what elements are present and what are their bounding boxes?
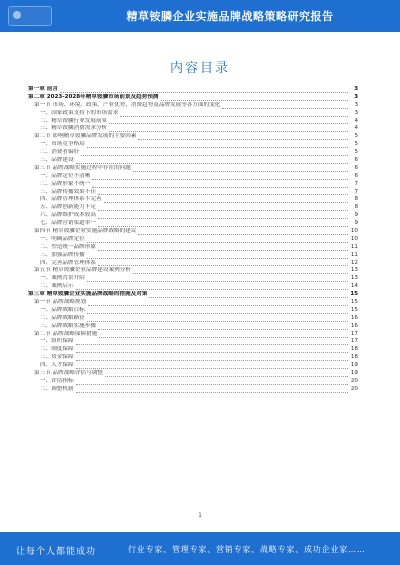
- toc-entry[interactable]: [28, 236, 358, 244]
- toc-entry-page: 8: [354, 204, 358, 211]
- toc-leader-dots: [133, 171, 348, 172]
- toc-entry[interactable]: [28, 299, 358, 307]
- toc-entry-title: 第二节 影响精草铵膦品牌发展的主要因素: [34, 133, 137, 140]
- toc-leader-dots: [138, 139, 348, 140]
- toc-entry-page: 18: [350, 346, 358, 353]
- toc-leader-dots: [104, 202, 348, 203]
- logo-mark-icon: [13, 11, 21, 19]
- toc-entry-title: 二、案例启示: [40, 283, 74, 290]
- toc-entry-title: 二、调整机制: [40, 385, 74, 392]
- toc-entry-page: 20: [350, 385, 358, 392]
- toc-entry-page: 13: [350, 275, 358, 282]
- toc-entry-page: 5: [354, 149, 358, 156]
- toc-entry[interactable]: [28, 331, 358, 339]
- toc-leader-dots: [76, 368, 348, 369]
- toc-entry-page: 4: [354, 117, 358, 124]
- toc-leader-dots: [87, 281, 348, 282]
- toc-leader-dots: [98, 329, 348, 330]
- toc-entry[interactable]: [28, 220, 358, 228]
- toc-entry[interactable]: [28, 118, 358, 126]
- toc-entry-page: 16: [350, 314, 358, 321]
- toc-entry-title: 四、品牌管理体系不完善: [40, 196, 102, 203]
- toc-entry-page: 19: [350, 362, 358, 369]
- toc-entry[interactable]: [28, 212, 358, 220]
- toc-leader-dots: [60, 92, 348, 93]
- toc-entry-page: 13: [350, 267, 358, 274]
- toc-entry[interactable]: [28, 307, 358, 315]
- toc-entry-page: 14: [350, 283, 358, 290]
- toc-entry[interactable]: [28, 189, 358, 197]
- toc-entry-page: 3: [354, 86, 358, 92]
- toc-entry-page: 9: [354, 220, 358, 227]
- document-footer-bar: [0, 532, 400, 565]
- toc-entry-title: 第二节 品牌战略保障措施: [34, 330, 98, 337]
- toc-entry-title: 第二章 2023-2028年精草铵膦市场前景及趋势预测: [28, 93, 159, 100]
- toc-leader-dots: [76, 384, 348, 385]
- toc-leader-dots: [109, 131, 348, 132]
- toc-entry-page: 7: [354, 180, 358, 187]
- toc-entry-page: 8: [354, 196, 358, 203]
- toc-entry-title: 第三章 精草铵膦企业实施品牌战略的措施及对策: [28, 291, 148, 298]
- toc-entry[interactable]: [28, 362, 358, 370]
- toc-entry-title: 二、塑造统一品牌形象: [40, 243, 96, 250]
- toc-entry-title: 二、消费者偏好: [40, 149, 80, 156]
- toc-entry-title: 一、明确品牌定位: [40, 235, 85, 242]
- toc-leader-dots: [76, 289, 348, 290]
- toc-entry-title: 二、品牌形象不统一: [40, 180, 91, 187]
- toc-entry-title: 第五节 精草铵膦企业品牌建设案例分析: [34, 267, 131, 274]
- toc-entry-page: 11: [350, 243, 358, 250]
- toc-leader-dots: [98, 265, 348, 266]
- toc-entry[interactable]: [28, 125, 358, 133]
- toc-entry-title: 一、评估指标: [40, 377, 74, 384]
- document-title: 精草铵膦企业实施品牌战略策略研究报告: [126, 10, 334, 23]
- toc-entry-title: 二、品牌战略路径: [40, 314, 85, 321]
- toc-entry-title: 一、品牌战略目标: [40, 306, 85, 313]
- toc-entry[interactable]: [28, 173, 358, 181]
- toc-entry-page: 17: [350, 338, 358, 345]
- toc-leader-dots: [99, 337, 348, 338]
- toc-entry-title: 三、品牌传播效果不佳: [40, 188, 96, 195]
- toc-entry-page: 15: [350, 299, 358, 306]
- toc-entry-title: 第一节 品牌战略规划: [34, 299, 87, 306]
- toc-leader-dots: [81, 155, 348, 156]
- toc-entry[interactable]: [28, 133, 358, 141]
- toc-leader-dots: [161, 100, 348, 101]
- toc-entry-page: 15: [350, 291, 358, 298]
- toc-leader-dots: [222, 108, 348, 109]
- toc-entry[interactable]: [28, 196, 358, 204]
- toc-entry-title: 二、精草铵膦行业发展前景: [40, 117, 108, 124]
- toc-entry[interactable]: [28, 339, 358, 347]
- toc-entry[interactable]: [28, 157, 358, 165]
- toc-leader-dots: [76, 352, 348, 353]
- toc-entry[interactable]: [28, 346, 358, 354]
- brand-logo: [8, 6, 52, 26]
- toc-entry-page: 17: [350, 330, 358, 337]
- toc-leader-dots: [98, 226, 348, 227]
- toc-entry-page: 4: [354, 125, 358, 132]
- toc-entry[interactable]: [28, 102, 358, 110]
- toc-leader-dots: [109, 123, 348, 124]
- toc-entry[interactable]: [28, 275, 358, 283]
- toc-entry[interactable]: [28, 378, 358, 386]
- toc-entry-page: 19: [350, 370, 358, 377]
- document-header-bar: [0, 0, 400, 32]
- toc-entry[interactable]: [28, 267, 358, 275]
- toc-entry-page: 15: [350, 306, 358, 313]
- toc-entry-title: 五、品牌创新能力不足: [40, 204, 96, 211]
- toc-leader-dots: [87, 313, 348, 314]
- toc-entry[interactable]: [28, 149, 358, 157]
- toc-entry-page: 16: [350, 322, 358, 329]
- footer-tagline: 行业专家、管理专家、营销专家、战略专家、成功企业家……: [128, 545, 366, 554]
- toc-entry[interactable]: [28, 141, 358, 149]
- toc-leader-dots: [76, 392, 348, 393]
- toc-entry-title: 三、品牌战略实施步骤: [40, 322, 96, 329]
- toc-entry-title: 第四节 精草铵膦企业实施品牌战略的建议: [34, 228, 137, 235]
- toc-leader-dots: [133, 273, 348, 274]
- toc-entry-title: 三、加强品牌传播: [40, 251, 85, 258]
- toc-entry-title: 二、制度保障: [40, 346, 74, 353]
- toc-entry-title: 三、资金保障: [40, 354, 74, 361]
- toc-entry[interactable]: [28, 86, 358, 94]
- footer-slogan: 让每个人都能成功: [16, 547, 97, 557]
- toc-leader-dots: [87, 321, 348, 322]
- toc-entry-page: 10: [350, 235, 358, 242]
- toc-entry-title: 一、品牌定位不清晰: [40, 172, 91, 179]
- toc-entry-title: 四、人才保障: [40, 362, 74, 369]
- toc-entry-title: 一、市场竞争格局: [40, 141, 85, 148]
- toc-entry-title: 一、案例背景介绍: [40, 275, 85, 282]
- toc-entry-page: 6: [354, 157, 358, 163]
- toc-leader-dots: [92, 179, 348, 180]
- toc-entry-title: 第一节 市场、环境、政策、产业优势、消费趋势及品牌发展等各方面的变化: [34, 101, 221, 108]
- table-of-contents: [28, 86, 358, 506]
- toc-leader-dots: [98, 250, 348, 251]
- toc-entry-title: 第三节 品牌战略评估与调整: [34, 370, 103, 377]
- toc-entry-title: 四、完善品牌管理体系: [40, 259, 96, 266]
- toc-entry-title: 三、品牌建设: [40, 157, 74, 163]
- toc-entry[interactable]: [28, 165, 358, 173]
- toc-entry[interactable]: [28, 291, 358, 299]
- toc-leader-dots: [76, 163, 348, 164]
- toc-entry[interactable]: [28, 370, 358, 378]
- toc-entry[interactable]: [28, 94, 358, 102]
- page-number: 1: [198, 512, 202, 519]
- toc-entry-title: 第三节 品牌战略实施过程中存在的问题: [34, 164, 131, 171]
- toc-entry-title: 一、国家政策支持下的市场需求: [40, 109, 119, 116]
- toc-entry[interactable]: [28, 204, 358, 212]
- toc-entry-title: 一、组织保障: [40, 338, 74, 345]
- toc-entry-page: 5: [354, 133, 358, 140]
- toc-entry-page: 11: [350, 251, 358, 258]
- toc-entry-page: 12: [350, 259, 358, 266]
- toc-leader-dots: [87, 258, 348, 259]
- toc-leader-dots: [98, 194, 348, 195]
- toc-entry[interactable]: [28, 315, 358, 323]
- toc-entry-page: 20: [350, 377, 358, 384]
- toc-leader-dots: [76, 360, 348, 361]
- toc-heading: 内容目录: [169, 61, 230, 76]
- toc-entry-page: 10: [350, 228, 358, 235]
- toc-entry-page: 6: [354, 164, 358, 171]
- toc-leader-dots: [87, 242, 348, 243]
- toc-entry-title: 三、精草铵膦消费需求分析: [40, 125, 108, 132]
- toc-leader-dots: [98, 210, 348, 211]
- toc-entry-title: 第一章 前言: [28, 86, 58, 92]
- toc-entry[interactable]: [28, 283, 358, 291]
- toc-entry[interactable]: [28, 323, 358, 331]
- toc-leader-dots: [120, 116, 348, 117]
- toc-leader-dots: [138, 234, 348, 235]
- toc-leader-dots: [87, 147, 348, 148]
- toc-leader-dots: [105, 376, 348, 377]
- toc-entry-page: 3: [354, 101, 358, 108]
- toc-leader-dots: [98, 218, 348, 219]
- toc-entry[interactable]: [28, 354, 358, 362]
- toc-entry[interactable]: [28, 386, 358, 394]
- toc-entry[interactable]: [28, 181, 358, 189]
- toc-entry-page: 5: [354, 141, 358, 148]
- toc-entry[interactable]: [28, 260, 358, 268]
- toc-leader-dots: [88, 305, 348, 306]
- toc-entry[interactable]: [28, 228, 358, 236]
- toc-entry-page: 9: [354, 212, 358, 219]
- toc-leader-dots: [76, 344, 348, 345]
- toc-entry-page: 3: [354, 93, 358, 100]
- toc-entry[interactable]: [28, 110, 358, 118]
- toc-entry-title: 六、品牌维护成本较高: [40, 212, 96, 219]
- toc-leader-dots: [92, 187, 348, 188]
- toc-entry-page: 6: [354, 172, 358, 179]
- toc-entry-page: 7: [354, 188, 358, 195]
- toc-entry[interactable]: [28, 244, 358, 252]
- toc-entry-page: 18: [350, 354, 358, 361]
- toc-leader-dots: [149, 297, 348, 298]
- toc-entry-page: 3: [354, 109, 358, 116]
- toc-entry-title: 七、品牌营销渠道单一: [40, 220, 96, 227]
- toc-entry[interactable]: [28, 252, 358, 260]
